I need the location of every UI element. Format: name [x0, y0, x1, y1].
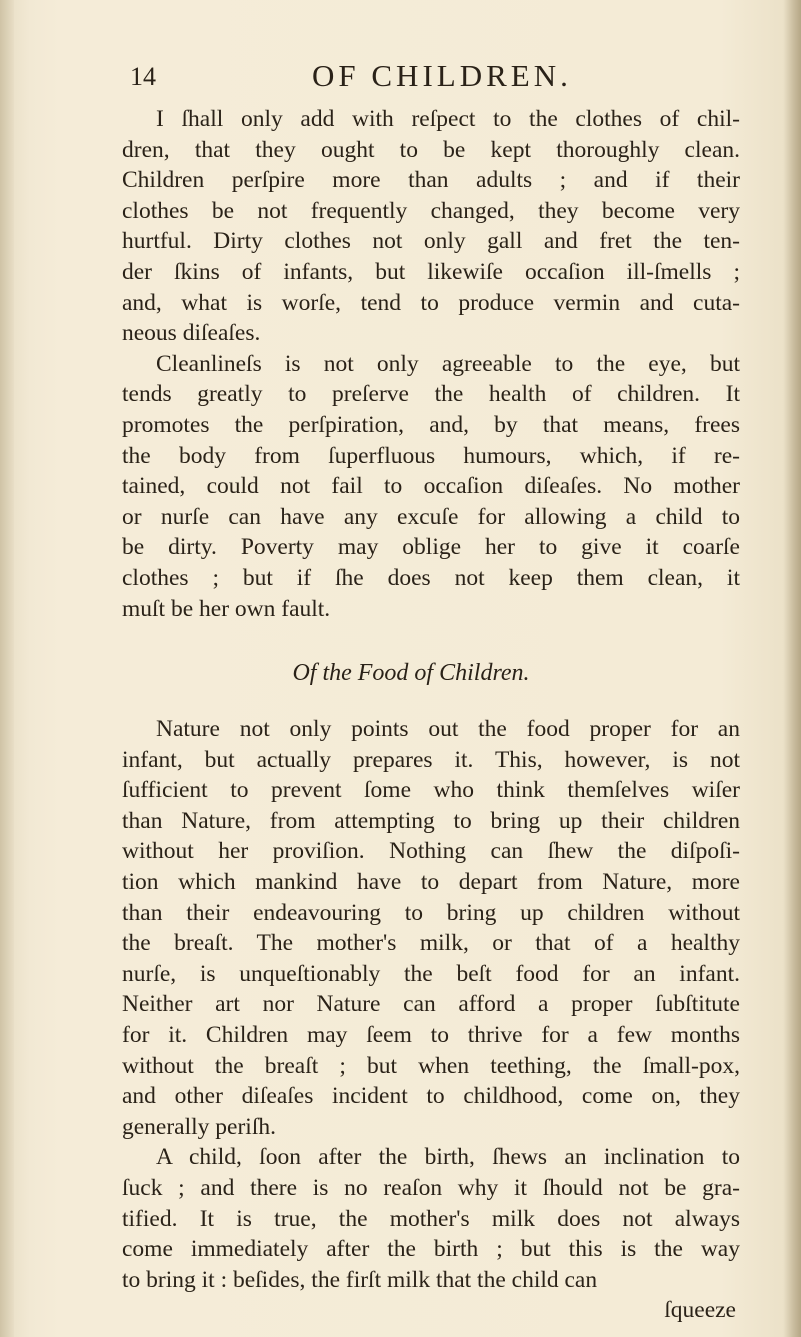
text-line: clothes be not frequently changed, they become very	[122, 197, 740, 224]
text-line: without her proviſion. Nothing can ſhew the diſpoſi-	[122, 838, 740, 865]
text-line: promotes the perſpiration, and, by that means, frees	[122, 411, 740, 438]
text-line: infant, but actually prepares it. This, however, is not	[122, 746, 740, 773]
paragraph	[122, 714, 740, 1142]
text-line: neous diſeaſes.	[122, 320, 261, 347]
text-line: der ſkins of infants, but likewiſe occaſion ill-ſmells ;	[122, 258, 740, 285]
text-line: and other diſeaſes incident to childhood, come on, they	[122, 1083, 740, 1110]
paragraph	[122, 349, 740, 624]
text-line: Nature not only points out the food proper for an	[156, 716, 740, 743]
section-clothes	[122, 104, 740, 624]
text-line: to bring it : beſides, the firſt milk that the child can	[122, 1266, 598, 1293]
text-line: tion which mankind have to depart from Nature, more	[122, 869, 740, 896]
text-line: nurſe, is unqueſtionably the beſt food for an infant.	[122, 960, 740, 987]
text-line: tained, could not fail to occaſion diſeaſes. No mother	[122, 473, 740, 500]
text-line: for it. Children may ſeem to thrive for a few months	[122, 1022, 740, 1049]
text-line: I ſhall only add with reſpect to the clothes of chil-	[156, 106, 740, 132]
page-gutter-left	[0, 0, 14, 1337]
text-line: be dirty. Poverty may oblige her to give it coarſe	[122, 534, 740, 561]
page-number: 14	[130, 62, 156, 91]
text-line: hurtful. Dirty clothes not only gall and fret the ten-	[122, 228, 740, 255]
paragraph	[122, 104, 740, 349]
text-line: the body from ſuperfluous humours, which, if re-	[122, 442, 740, 469]
text-line: tends greatly to preſerve the health of children. It	[122, 381, 740, 408]
text-line: Cleanlineſs is not only agreeable to the eye, but	[156, 350, 740, 377]
body-text	[122, 104, 740, 1326]
text-line: muſt be her own fault.	[122, 595, 331, 622]
text-line: than Nature, from attempting to bring up their children	[122, 807, 740, 834]
text-line: Children perſpire more than adults ; and if their	[122, 167, 740, 194]
text-line: ſuck ; and there is no reaſon why it ſhould not be gra-	[122, 1175, 740, 1201]
text-line: the breaſt. The mother's milk, or that of a healthy	[122, 930, 740, 957]
text-line: generally periſh.	[122, 1113, 276, 1140]
text-line: come immediately after the birth ; but this is the way	[122, 1236, 740, 1263]
section-food	[122, 714, 740, 1295]
text-line: tified. It is true, the mother's milk does not always	[122, 1205, 740, 1232]
text-line: without the breaſt ; but when teething, the ſmall-pox,	[122, 1052, 740, 1079]
text-line: and, what is worſe, tend to produce vermin and cuta-	[122, 289, 740, 316]
text-line: or nurſe can have any excuſe for allowing a child to	[122, 503, 740, 530]
paragraph	[122, 1142, 740, 1295]
page-edge-right	[783, 0, 801, 1337]
text-line: clothes ; but if ſhe does not keep them clean, it	[122, 564, 740, 591]
text-line: dren, that they ought to be kept thoroughly clean.	[122, 136, 740, 163]
text-line: than their endeavouring to bring up children without	[122, 899, 740, 926]
text-line: A child, ſoon after the birth, ſhews an inclination to	[156, 1144, 740, 1171]
running-title: OF CHILDREN.	[312, 58, 572, 93]
catchword: ſqueeze	[664, 1297, 736, 1324]
text-line: ſufficient to prevent ſome who think themſelves wiſer	[122, 777, 740, 804]
section-heading: Of the Food of Children.	[292, 660, 530, 687]
running-head	[130, 58, 750, 98]
text-line: Neither art nor Nature can afford a proper ſubſtitute	[122, 991, 740, 1018]
